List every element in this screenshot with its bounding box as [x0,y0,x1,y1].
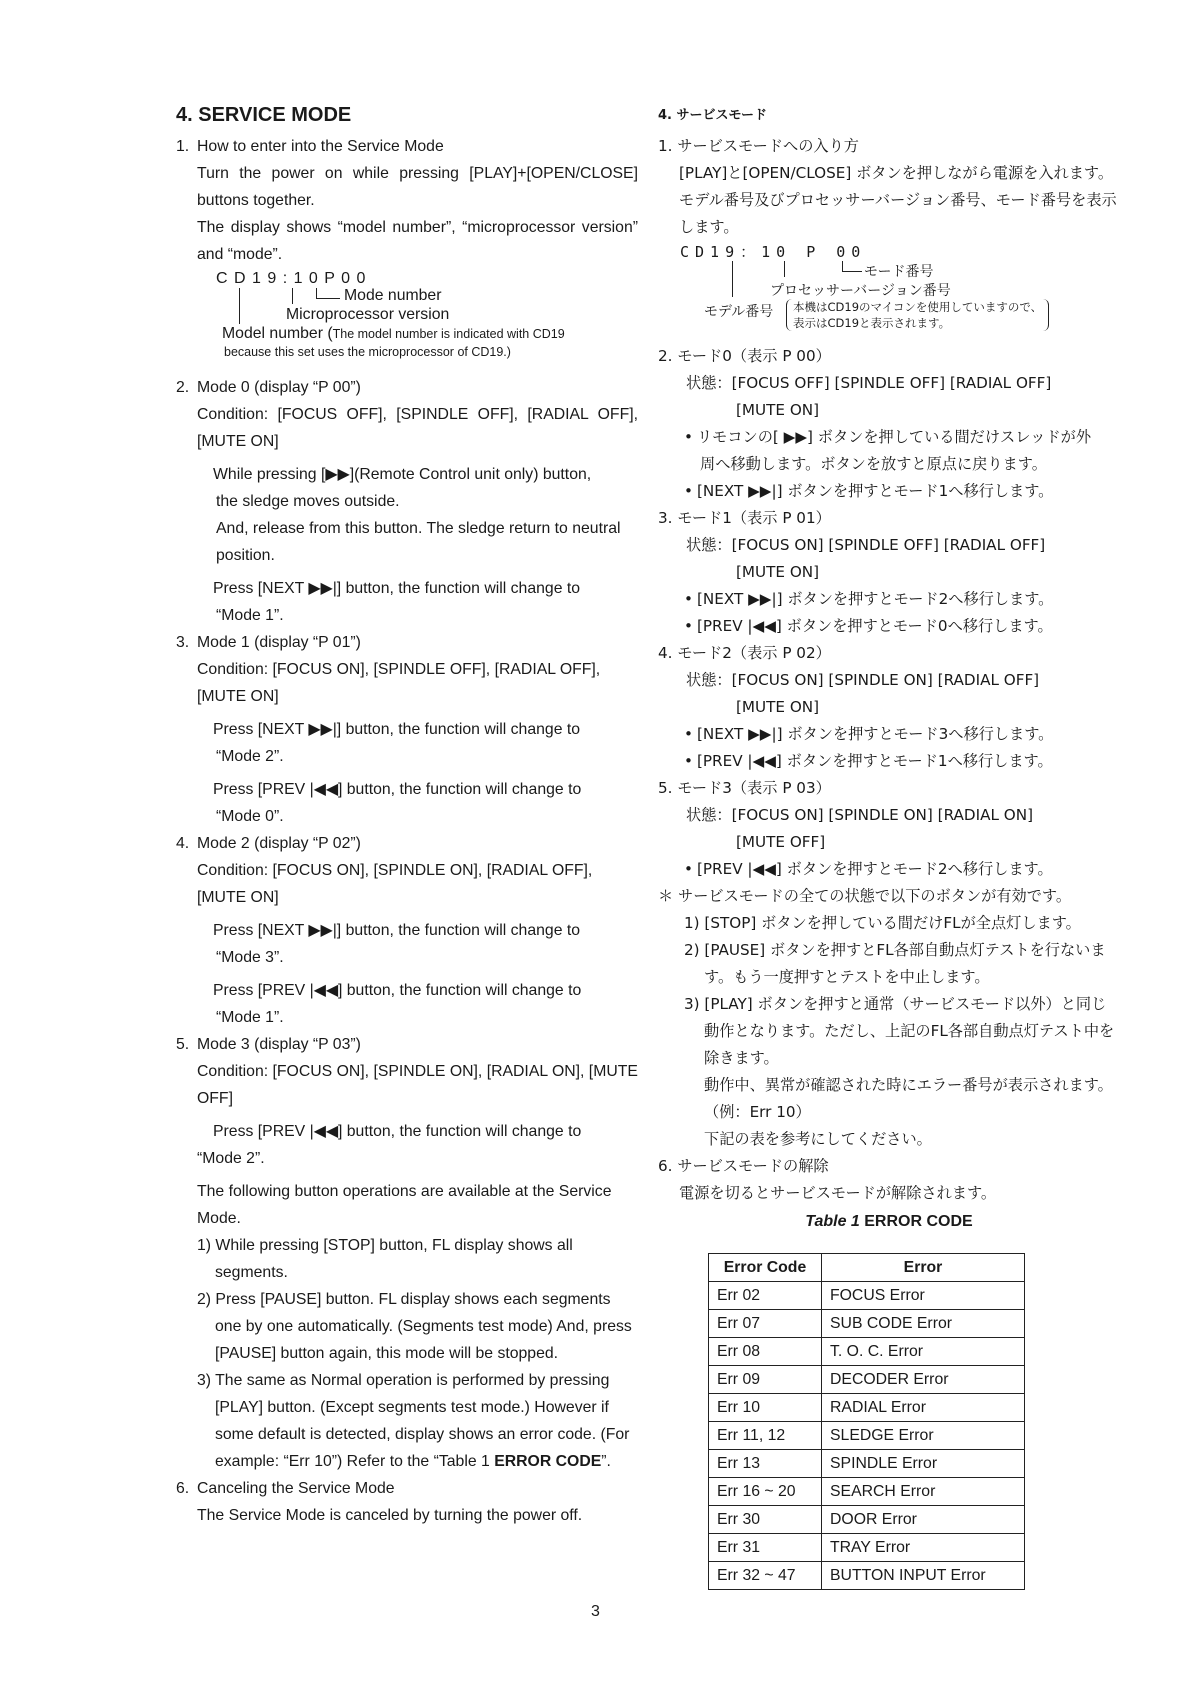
prev-icon: |◀◀ [309,982,338,999]
jp-step-2-bullet-1b: 周へ移動します。ボタンを放すと原点に戻ります。 [700,455,1047,473]
jp-note-1: 本機はCD19のマイコンを使用していますので、 [793,300,1043,314]
jp-step-4-cond: 状態：[FOCUS ON] [SPINDLE ON] [RADIAL OFF] [686,671,1040,689]
error-name-cell: BUTTON INPUT Error [822,1562,1025,1590]
step-3-prev [176,776,638,803]
jp-model-label: モデル番号 [704,304,774,320]
error-name-cell: RADIAL Error [822,1394,1025,1422]
text: Press [NEXT [213,922,309,939]
step-2-heading: Mode 0 (display “P 00”) [197,379,361,396]
text: Press [PREV [213,1123,310,1140]
operation-2: 2) Press [PAUSE] button. FL display shows each segments one by one automatically. (Segments test mode) And, press [PAUSE] button again, this mode will be stopped. [197,1291,632,1362]
step-4-next [176,917,638,944]
jp-model-note [786,299,1049,331]
table-row [709,1422,1025,1450]
step-4-condition: Condition: [FOCUS ON], [SPINDLE ON], [RADIAL OFF], [MUTE ON] [197,862,593,906]
model-number-label [222,325,565,343]
text: 3) The same as Normal operation is performed by pressing [PLAY] button. (Except segments test mode.) However if some default is detected, display shows an error code. (For example: “Err 10”) Refer to the “Table 1 [197,1372,630,1470]
text: ] button, the function will change to [337,1123,582,1140]
jp-proc-label: プロセッサーバージョン番号 [770,283,951,299]
step-3-heading: Mode 1 (display “P 01”) [197,634,361,651]
text: ](Remote Control unit only) button, [349,466,592,483]
next-icon: ▶▶| [308,922,337,939]
jp-step-1-text: [PLAY]と[OPEN/CLOSE] ボタンを押しながら電源を入れます。モデル番号及びプロセッサーバージョン番号、モード番号を表示します。 [679,164,1117,236]
text: Press [NEXT [213,580,309,597]
step-6 [176,1475,638,1502]
table-body [709,1282,1025,1590]
jp-step-3-cond2: [MUTE ON] [736,563,820,581]
step-1-display-info: The display shows “model number”, “microprocessor version” and “mode”. [197,219,638,263]
step-3-next [176,716,638,743]
step-number: 2. [176,379,190,396]
jp-step-2-cond: 状態：[FOCUS OFF] [SPINDLE OFF] [RADIAL OFF] [686,374,1052,392]
fast-forward-icon: ▶▶ [325,466,350,483]
jp-step-3-bullet-1 [658,586,1120,613]
error-code-cell: Err 08 [709,1338,822,1366]
jp-note-2: 2) [PAUSE] ボタンを押すとFL各部自動点灯テストを行ないます。もう一度押すとテストを中止します。 [684,941,1106,986]
fast-forward-icon: ▶▶ [783,428,808,446]
table-header-row [709,1254,1025,1282]
step-4 [176,830,638,857]
step-3-condition: Condition: [FOCUS ON], [SPINDLE OFF], [RADIAL OFF], [MUTE ON] [197,661,601,705]
operation-1: 1) While pressing [STOP] button, FL display shows all segments. [197,1237,573,1281]
jp-note-2: 表示はCD19と表示されます。 [793,316,951,330]
text: ] ボタンを押している間だけスレッドが外 [807,428,1092,446]
display-code: C D 1 9 : 1 0 P 0 0 [216,270,367,287]
error-name-cell: FOCUS Error [822,1282,1025,1310]
jp-step-5-heading: 5. モード3（表示 P 03） [658,779,831,797]
display-code-diagram [176,270,638,366]
jp-model-bracket-line [732,261,733,297]
text: [PREV [696,860,748,878]
jp-step-5-bullet-1 [658,856,1120,883]
jp-note-3c: 下記の表を参考にしてください。 [704,1130,932,1148]
model-bracket-line [239,288,240,324]
step-number: 1. [176,138,190,155]
jp-section-title: 4. サービスモード [658,108,767,123]
next-icon: ▶▶| [748,482,777,500]
table-row [709,1450,1025,1478]
prev-icon: |◀◀ [747,752,776,770]
error-code-cell: Err 07 [709,1310,822,1338]
jp-step-6-text: 電源を切るとサービスモードが解除されます。 [679,1184,997,1202]
error-code-cell: Err 32 ~ 47 [709,1562,822,1590]
step-6-heading: Canceling the Service Mode [197,1480,395,1497]
caption-italic: Table 1 [805,1213,860,1230]
jp-proc-bracket-line [784,261,785,277]
step-5-prev-target: “Mode 2”. [197,1150,265,1167]
step-2-release: And, release from this button. The sledge return to neutral position. [216,520,621,564]
error-name-cell: SPINDLE Error [822,1450,1025,1478]
text: ] button, the function will change to [336,922,581,939]
step-number: 4. [176,835,190,852]
text: ”. [601,1453,611,1470]
error-name-cell: SLEDGE Error [822,1422,1025,1450]
jp-step-6-heading: 6. サービスモードの解除 [658,1157,829,1175]
text: Press [PREV [213,982,310,999]
step-1-heading: How to enter into the Service Mode [197,138,444,155]
step-number: 3. [176,634,190,651]
text: ] ボタンを押すとモード0へ移行します。 [775,617,1053,635]
japanese-column [658,96,1120,1590]
table-row [709,1310,1025,1338]
prev-icon: |◀◀ [309,1123,338,1140]
table-row [709,1366,1025,1394]
header-error-code: Error Code [709,1254,822,1282]
jp-step-3-heading: 3. モード1（表示 P 01） [658,509,831,527]
mode-bracket-line [316,288,317,298]
text: ] ボタンを押すとモード2へ移行します。 [776,590,1054,608]
header-error: Error [822,1254,1025,1282]
step-1 [176,133,638,160]
error-code-cell: Err 10 [709,1394,822,1422]
text: ] button, the function will change to [336,580,581,597]
model-number-text: Model number ( [222,325,333,342]
mode-pointer-line [316,298,340,299]
operation-3 [176,1367,638,1475]
jp-step-2-bullet-2 [658,478,1120,505]
step-5 [176,1031,638,1058]
jp-mode-bracket-line [842,261,843,271]
table-caption [658,1213,1120,1231]
error-code-cell: Err 31 [709,1534,822,1562]
jp-step-3-cond: 状態：[FOCUS ON] [SPINDLE OFF] [RADIAL OFF] [686,536,1046,554]
step-4-heading: Mode 2 (display “P 02”) [197,835,361,852]
error-code-cell: Err 16 ~ 20 [709,1478,822,1506]
english-column [176,96,638,1529]
step-2-next [176,575,638,602]
jp-note-3b: 動作中、異常が確認された時にエラー番号が表示されます。（例：Err 10） [704,1076,1113,1121]
step-3-next-target: “Mode 2”. [216,748,284,765]
step-3-prev-target: “Mode 0”. [216,808,284,825]
error-code-cell: Err 11, 12 [709,1422,822,1450]
error-code-ref: ERROR CODE [494,1453,602,1470]
table-row [709,1282,1025,1310]
jp-note-1: 1) [STOP] ボタンを押している間だけFLが全点灯します。 [684,914,1081,932]
text: Press [NEXT [213,721,309,738]
mode-number-label: Mode number [344,287,442,304]
jp-step-2-heading: 2. モード0（表示 P 00） [658,347,831,365]
step-2 [176,374,638,401]
text: [NEXT [696,590,749,608]
error-name-cell: SEARCH Error [822,1478,1025,1506]
step-5-prev [176,1118,638,1145]
step-2-while [176,461,638,488]
error-name-cell: SUB CODE Error [822,1310,1025,1338]
step-1-instruction: Turn the power on while pressing [PLAY]+[OPEN/CLOSE] buttons together. [197,165,638,209]
prev-icon: |◀◀ [309,781,338,798]
jp-step-2-bullet-1 [658,424,1120,451]
text: ] ボタンを押すとモード1へ移行します。 [775,752,1053,770]
text: Press [PREV [213,781,310,798]
error-name-cell: T. O. C. Error [822,1338,1025,1366]
step-3 [176,629,638,656]
next-icon: ▶▶| [748,725,777,743]
text: ] ボタンを押すとモード1へ移行します。 [776,482,1054,500]
error-name-cell: DOOR Error [822,1506,1025,1534]
step-5-condition: Condition: [FOCUS ON], [SPINDLE ON], [RADIAL ON], [MUTE OFF] [197,1063,638,1107]
following-operations: The following button operations are available at the Service Mode. [197,1183,612,1227]
jp-step-4-heading: 4. モード2（表示 P 02） [658,644,831,662]
error-code-cell: Err 09 [709,1366,822,1394]
text: ] button, the function will change to [336,721,581,738]
jp-step-4-bullet-1 [658,721,1120,748]
error-code-cell: Err 30 [709,1506,822,1534]
caption-rest: ERROR CODE [859,1213,973,1230]
text: [PREV [696,752,748,770]
jp-mode-pointer-line [842,271,862,272]
model-note-2: because this set uses the microprocessor of CD19.) [224,345,511,359]
text: ] ボタンを押すとモード2へ移行します。 [775,860,1053,878]
jp-step-1-heading: 1. サービスモードへの入り方 [658,137,859,155]
text: リモコンの[ [696,428,784,446]
next-icon: ▶▶| [308,580,337,597]
text: ] button, the function will change to [337,781,582,798]
jp-note-heading: ＊ サービスモードの全ての状態で以下のボタンが有効です。 [658,887,1072,905]
error-name-cell: TRAY Error [822,1534,1025,1562]
prev-icon: |◀◀ [747,860,776,878]
text: [NEXT [696,482,749,500]
table-row [709,1338,1025,1366]
jp-note-3: 3) [PLAY] ボタンを押すと通常（サービスモード以外）と同じ動作となります。ただし、上記のFL各部自動点灯テスト中を除きます。 [684,995,1115,1067]
step-number: 5. [176,1036,190,1053]
text: ] ボタンを押すとモード3へ移行します。 [776,725,1054,743]
text: ] button, the function will change to [337,982,582,999]
model-note-1: The model number is indicated with CD19 [332,327,565,341]
jp-step-5-cond: 状態：[FOCUS ON] [SPINDLE ON] [RADIAL ON] [686,806,1033,824]
jp-step-4-bullet-2 [658,748,1120,775]
table-row [709,1394,1025,1422]
step-4-prev [176,977,638,1004]
step-2-sledge: the sledge moves outside. [216,493,400,510]
table-row [709,1506,1025,1534]
page-number: 3 [591,1603,600,1620]
jp-step-5-cond2: [MUTE OFF] [736,833,826,851]
table-row [709,1478,1025,1506]
table-row [709,1562,1025,1590]
jp-display-code-diagram [658,241,1120,337]
micro-bracket-line [292,288,293,304]
text: [NEXT [696,725,749,743]
next-icon: ▶▶| [308,721,337,738]
next-icon: ▶▶| [748,590,777,608]
error-code-cell: Err 13 [709,1450,822,1478]
step-number: 6. [176,1480,190,1497]
table-row [709,1534,1025,1562]
jp-step-3-bullet-2 [658,613,1120,640]
text: While pressing [ [213,466,326,483]
jp-display-code: CD19：10 P 00 [680,243,867,261]
error-name-cell: DECODER Error [822,1366,1025,1394]
step-4-prev-target: “Mode 1”. [216,1009,284,1026]
jp-step-4-cond2: [MUTE ON] [736,698,820,716]
step-5-heading: Mode 3 (display “P 03”) [197,1036,361,1053]
step-2-condition: Condition: [FOCUS OFF], [SPINDLE OFF], [RADIAL OFF], [MUTE ON] [197,406,638,450]
step-2-next-target: “Mode 1”. [216,607,284,624]
microprocessor-label: Microprocessor version [286,306,450,323]
step-6-text: The Service Mode is canceled by turning the power off. [197,1507,583,1524]
text: [PREV [696,617,748,635]
error-code-cell: Err 02 [709,1282,822,1310]
section-title: 4. SERVICE MODE [176,104,352,126]
jp-step-2-cond2: [MUTE ON] [736,401,820,419]
prev-icon: |◀◀ [747,617,776,635]
step-4-next-target: “Mode 3”. [216,949,284,966]
error-code-table [708,1253,1025,1590]
jp-mode-number-label: モード番号 [864,264,934,280]
